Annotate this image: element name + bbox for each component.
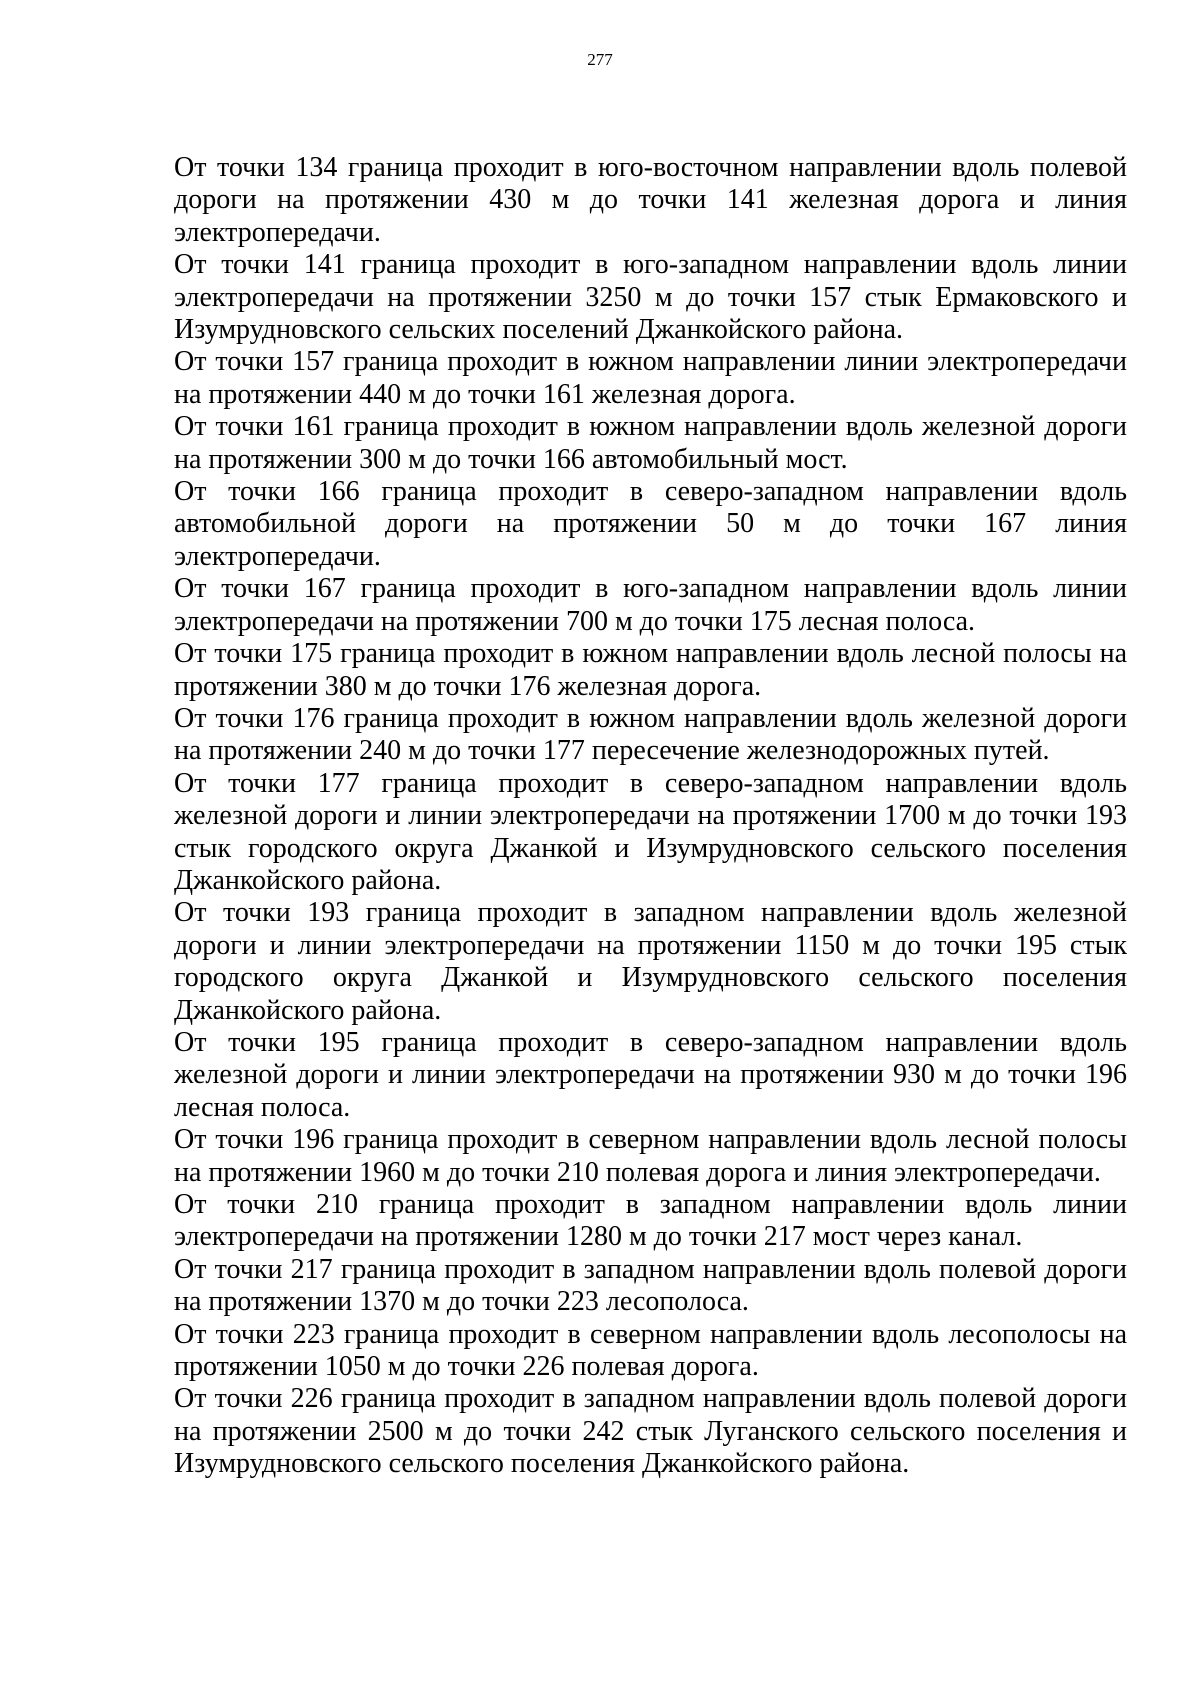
paragraph-6: От точки 167 граница проходит в юго-западном направлении вдоль линии электропередачи на протяжении 700 м до точки 175 лесная полоса.: [174, 573, 1127, 637]
paragraph-7: От точки 175 граница проходит в южном направлении вдоль лесной полосы на протяжении 380 м до точки 176 железная дорога.: [174, 638, 1127, 702]
document-body: [174, 152, 1127, 1481]
paragraph-16: От точки 226 граница проходит в западном направлении вдоль полевой дороги на протяжении 2500 м до точки 242 стык Луганского сельского поселения и Изумрудновского сельского поселения Джанкойского района.: [174, 1383, 1127, 1480]
paragraph-5: От точки 166 граница проходит в северо-западном направлении вдоль автомобильной дороги на протяжении 50 м до точки 167 линия электропередачи.: [174, 476, 1127, 572]
paragraph-11: От точки 195 граница проходит в северо-западном направлении вдоль железной дороги и линии электропередачи на протяжении 930 м до точки 196 лесная полоса.: [174, 1026, 1127, 1123]
page-number: 277: [587, 50, 613, 69]
paragraph-2: От точки 141 граница проходит в юго-западном направлении вдоль линии электропередачи на протяжении 3250 м до точки 157 стык Ермаковского и Изумрудновского сельских поселений Джанкойского района.: [174, 249, 1127, 346]
paragraph-8: От точки 176 граница проходит в южном направлении вдоль железной дороги на протяжении 240 м до точки 177 пересечение железнодорожных путей.: [174, 702, 1127, 767]
paragraph-14: От точки 217 граница проходит в западном направлении вдоль полевой дороги на протяжении 1370 м до точки 223 лесополоса.: [174, 1253, 1127, 1318]
paragraph-4: От точки 161 граница проходит в южном направлении вдоль железной дороги на протяжении 300 м до точки 166 автомобильный мост.: [174, 411, 1127, 475]
paragraph-12: От точки 196 граница проходит в северном направлении вдоль лесной полосы на протяжении 1960 м до точки 210 полевая дорога и линия электропередачи.: [174, 1124, 1127, 1188]
paragraph-15: От точки 223 граница проходит в северном направлении вдоль лесополосы на протяжении 1050 м до точки 226 полевая дорога.: [174, 1318, 1127, 1383]
paragraph-1: От точки 134 граница проходит в юго-восточном направлении вдоль полевой дороги на протяжении 430 м до точки 141 железная дорога и линия электропередачи.: [174, 152, 1127, 248]
paragraph-10: От точки 193 граница проходит в западном направлении вдоль железной дороги и линии электропередачи на протяжении 1150 м до точки 195 стык городского округа Джанкой и Изумрудновского сельского поселения Джанкойского района.: [174, 897, 1127, 1026]
paragraph-3: От точки 157 граница проходит в южном направлении линии электропередачи на протяжении 440 м до точки 161 железная дорога.: [174, 346, 1127, 410]
paragraph-13: От точки 210 граница проходит в западном направлении вдоль линии электропередачи на протяжении 1280 м до точки 217 мост через канал.: [174, 1189, 1127, 1253]
paragraph-9: От точки 177 граница проходит в северо-западном направлении вдоль железной дороги и линии электропередачи на протяжении 1700 м до точки 193 стык городского округа Джанкой и Изумрудновского сельского поселения Джанкойского района.: [174, 767, 1127, 896]
